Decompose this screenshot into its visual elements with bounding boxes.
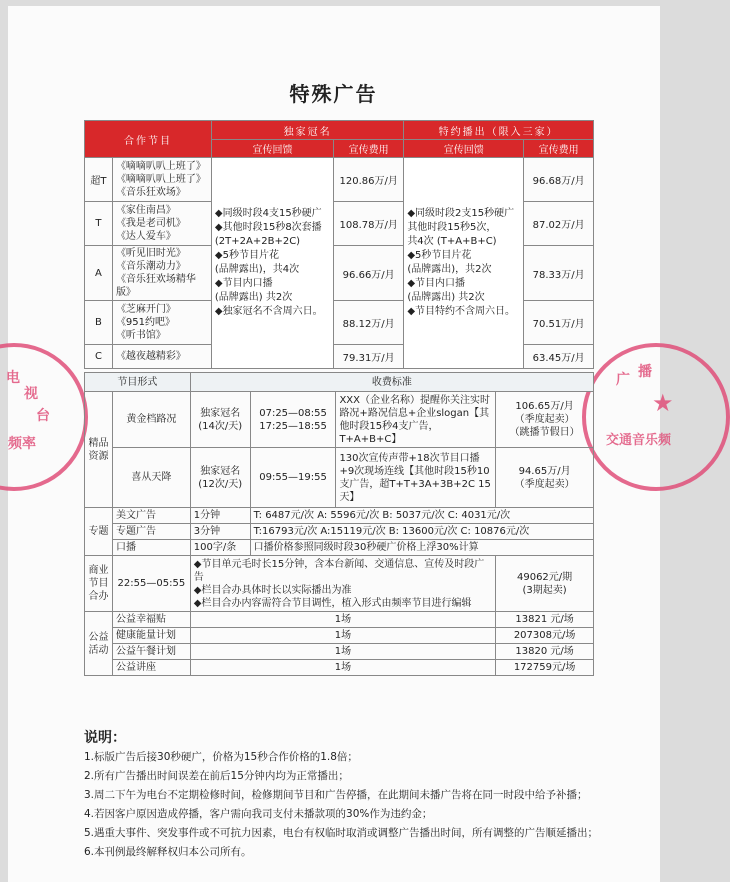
table-row	[85, 612, 594, 628]
col-sp-fee: 宣传费用	[524, 140, 594, 158]
col-ex-return: 宣传回馈	[211, 140, 333, 158]
program-desc: XXX（企业名称）提醒你关注实时路况+路况信息+企业slogan【其他时段15秒4支广告，T+A+B+C】	[336, 392, 496, 448]
level-cell: A	[85, 246, 113, 301]
program-name: 黄金档路况	[112, 392, 190, 448]
col-ex-fee: 宣传费用	[334, 140, 404, 158]
welfare-name: 公益午餐计划	[112, 644, 190, 660]
special-prices: T:16793元/次 A:15119元/次 B: 13600元/次 C: 10876元/次	[250, 524, 593, 540]
header-fee: 收费标准	[190, 373, 593, 392]
level-cell: C	[85, 345, 113, 369]
note-item: 1.标版广告后接30秒硬广，价格为15秒合作价格的1.8倍；	[84, 751, 358, 763]
welfare-count: 1场	[190, 612, 495, 628]
biz-time: 22:55—05:55	[112, 556, 190, 612]
special-duration: 3分钟	[190, 524, 250, 540]
program-cell: 《听见旧时光》 《音乐潮动力》 《音乐狂欢场精华版》	[112, 246, 211, 301]
welfare-name: 公益幸福贴	[112, 612, 190, 628]
price-cell: 79.31万/月	[334, 345, 404, 369]
table-row	[85, 392, 594, 448]
price-cell: 70.51万/月	[524, 301, 594, 345]
price-cell: 88.12万/月	[334, 301, 404, 345]
table-row	[85, 508, 594, 524]
header-form: 节目形式	[85, 373, 191, 392]
special-benefits: ◆同级时段2支15秒硬广 其他时段15秒5次， 共4次 (T+A+B+C) ◆5秒节目片花 (品牌露出)，共2次 ◆节目内口播 (品牌露出) 共2次 ◆节目特约不含周六日。	[404, 158, 524, 369]
biz-label: 商业节目合办	[85, 556, 113, 612]
price-cell: 106.65万/月 （季度起卖） （跳播节假日）	[496, 392, 594, 448]
table-row	[85, 660, 594, 676]
welfare-count: 1场	[190, 644, 495, 660]
special-label: 专题	[85, 508, 113, 556]
price-cell: 94.65万/月 （季度起卖）	[496, 448, 594, 508]
price-cell: 78.33万/月	[524, 246, 594, 301]
special-name: 专题广告	[112, 524, 190, 540]
program-cell: 《嘀嘀叭叭上班了》 《嘀嘀叭叭上班了》 《音乐狂欢场》	[112, 158, 211, 202]
welfare-name: 健康能量计划	[112, 628, 190, 644]
price-cell: 96.66万/月	[334, 246, 404, 301]
program-cell: 《芝麻开门》 《951约吧》 《听书馆》	[112, 301, 211, 345]
welfare-count: 1场	[190, 660, 495, 676]
note-item: 2.所有广告播出时间误差在前后15分钟内均为正常播出；	[84, 770, 349, 782]
special-duration: 100字/条	[190, 540, 250, 556]
price-cell: 108.78万/月	[334, 202, 404, 246]
level-cell: 超T	[85, 158, 113, 202]
note-item: 5.遇重大事件、突发事件或不可抗力因素，电台有权临时取消或调整广告播出时间，所有调整的广告顺延播出；	[84, 827, 599, 839]
welfare-label: 公益活动	[85, 612, 113, 676]
special-name: 口播	[112, 540, 190, 556]
price-cell: 13820 元/场	[496, 644, 594, 660]
note-item: 3.周二下午为电台不定期检修时间，检修期间节目和广告停播，在此期间未播广告将在同一时段中给予补播；	[84, 789, 588, 801]
note-item: 6.本刊例最终解释权归本公司所有。	[84, 846, 252, 858]
col-program: 合作节目	[85, 121, 212, 158]
welfare-name: 公益讲座	[112, 660, 190, 676]
special-prices: T: 6487元/次 A: 5596元/次 B: 5037元/次 C: 4031元/次	[250, 508, 593, 524]
program-name: 喜从天降	[112, 448, 190, 508]
price-cell: 96.68万/月	[524, 158, 594, 202]
official-seal-right: 播 广 ★ 交通音乐频	[582, 343, 730, 491]
price-cell: 49062元/期 (3期起卖)	[496, 556, 594, 612]
table-row	[85, 524, 594, 540]
col-exclusive: 独家冠名	[211, 121, 403, 140]
table-row	[85, 556, 594, 612]
table-row	[85, 540, 594, 556]
price-cell: 63.45万/月	[524, 345, 594, 369]
special-prices: 口播价格参照同级时段30秒硬广价格上浮30%计算	[250, 540, 593, 556]
level-cell: T	[85, 202, 113, 246]
resource-pricing-table	[84, 372, 594, 676]
table-row	[85, 448, 594, 508]
level-cell: B	[85, 301, 113, 345]
price-cell: 207308元/场	[496, 628, 594, 644]
col-special: 特约播出（限入三家）	[404, 121, 594, 140]
program-desc: 130次宣传声带+18次节目口播+9次现场连线【其他时段15秒10支广告，超T+T+3A+3B+2C 15天】	[336, 448, 496, 508]
sponsor-type: 独家冠名 (12次/天)	[190, 448, 250, 508]
welfare-count: 1场	[190, 628, 495, 644]
col-sp-return: 宣传回馈	[404, 140, 524, 158]
notes-section	[84, 730, 624, 862]
air-time: 07:25—08:55 17:25—18:55	[250, 392, 336, 448]
note-item: 4.若因客户原因造成停播，客户需向我司支付未播款项的30%作为违约金；	[84, 808, 433, 820]
exclusive-benefits: ◆同级时段4支15秒硬广 ◆其他时段15秒8次套播 (2T+2A+2B+2C) ◆5秒节目片花 (品牌露出)，共4次 ◆节目内口播 (品牌露出) 共2次 ◆独家冠名不含周六日。	[211, 158, 333, 369]
price-cell: 172759元/场	[496, 660, 594, 676]
special-name: 美文广告	[112, 508, 190, 524]
special-duration: 1分钟	[190, 508, 250, 524]
price-cell: 13821 元/场	[496, 612, 594, 628]
price-cell: 87.02万/月	[524, 202, 594, 246]
table-row	[85, 628, 594, 644]
program-cell: 《越夜越精彩》	[112, 345, 211, 369]
official-seal-left: 电 视 台 频率	[0, 343, 88, 491]
notes-heading: 说明：	[84, 730, 126, 746]
page-title: 特殊广告	[289, 82, 378, 106]
table-row	[85, 158, 594, 202]
exclusive-sponsor-table	[84, 120, 594, 369]
program-cell: 《家住南昌》 《我是老司机》 《达人爱车》	[112, 202, 211, 246]
air-time: 09:55—19:55	[250, 448, 336, 508]
price-cell: 120.86万/月	[334, 158, 404, 202]
sponsor-type: 独家冠名 (14次/天)	[190, 392, 250, 448]
table-row	[85, 373, 594, 392]
table-row	[85, 644, 594, 660]
boutique-label: 精品资源	[85, 392, 113, 508]
biz-desc: ◆节目单元毛时长15分钟，含本台新闻、交通信息、宣传及时段广告 ◆栏目合办具体时长以实际播出为准 ◆栏目合办内容需符合节目调性，植入形式由频率节目进行编辑	[190, 556, 495, 612]
